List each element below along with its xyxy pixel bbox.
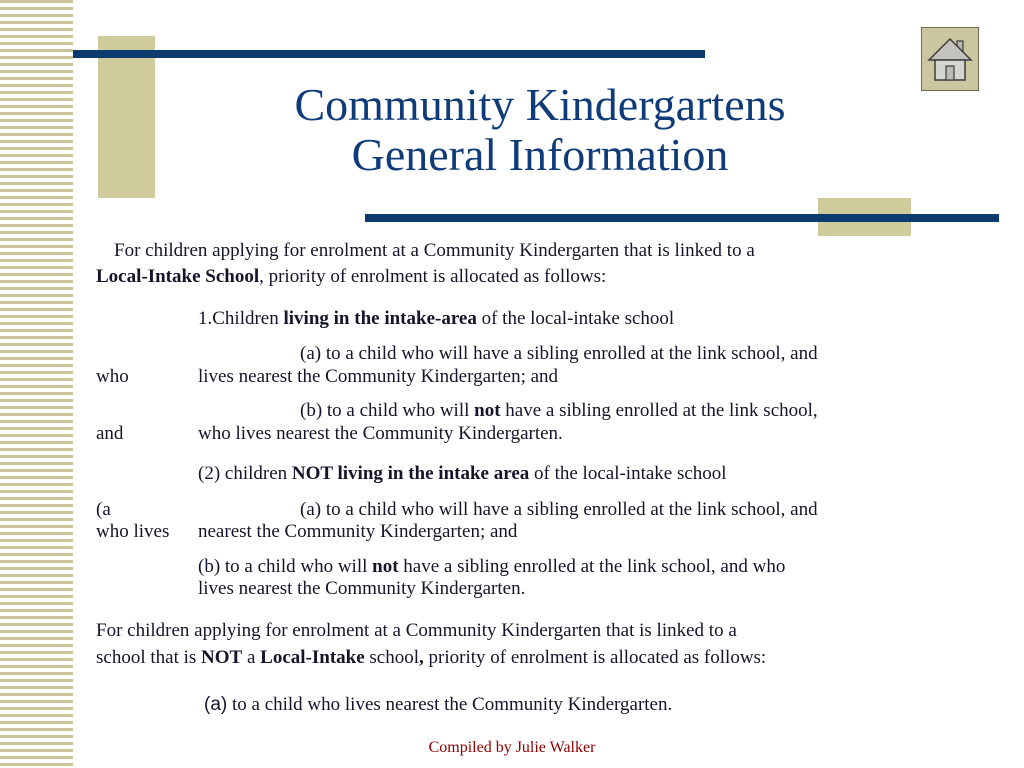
- section1-a-line1: (a) to a child who will have a sibling enrolled at the link school, and: [300, 343, 818, 364]
- footer-credit: Compiled by Julie Walker: [428, 739, 596, 756]
- section1-heading-pre: 1.Children: [198, 308, 284, 329]
- section2-b-bold: not: [372, 556, 399, 577]
- outro-pre: school that is: [96, 647, 202, 668]
- decorative-stripes: [0, 0, 73, 768]
- section2-heading: [198, 463, 727, 485]
- section1-b-line2-right: who lives nearest the Community Kindergarten.: [198, 423, 563, 444]
- section1-b-bold: not: [474, 400, 501, 421]
- section1-heading: [198, 308, 674, 330]
- section1-heading-post: of the local-intake school: [476, 308, 675, 329]
- section2-a-line2-left: who lives: [96, 521, 170, 542]
- outro-mid: a: [242, 647, 261, 668]
- page-title: [170, 80, 910, 180]
- section2-heading-post: of the local-intake school: [529, 463, 727, 484]
- home-button[interactable]: [921, 27, 979, 91]
- outro-post: priority of enrolment is allocated as follows:: [423, 647, 767, 668]
- section2-a-left: (a: [96, 499, 111, 520]
- outro-bold-local-intake: Local-Intake: [260, 647, 365, 668]
- final-item-marker: (a): [204, 694, 228, 715]
- title-line-2: General Information: [351, 129, 729, 180]
- navy-rule-top: [73, 50, 705, 58]
- home-icon: [926, 34, 974, 84]
- section1-b-pre: (b) to a child who will: [300, 400, 475, 421]
- outro-bold-not: NOT: [201, 647, 243, 668]
- section2-a-line1: (a) to a child who will have a sibling enrolled at the link school, and: [300, 499, 818, 520]
- section1-b-post: have a sibling enrolled at the link school,: [500, 400, 818, 421]
- section2-b-post: have a sibling enrolled at the link school, and who: [398, 556, 786, 577]
- section2-b-line1: [198, 556, 785, 578]
- outro-mid2: school: [364, 647, 420, 668]
- intro-rest: , priority of enrolment is allocated as follows:: [259, 266, 607, 287]
- section2-heading-pre: (2) children: [198, 463, 292, 484]
- section1-b-line1: [300, 400, 818, 422]
- section1-a-line2-right: lives nearest the Community Kindergarten; and: [198, 366, 559, 387]
- tan-accent-block-left: [98, 36, 155, 198]
- outro-line-1: For children applying for enrolment at a Community Kindergarten that is linked to a: [96, 620, 737, 641]
- intro-line-2: [96, 266, 606, 288]
- outro-comma: ,: [419, 647, 424, 668]
- section1-heading-bold: living in the intake-area: [283, 308, 477, 329]
- section1-a-line2-left: who: [96, 366, 129, 387]
- section2-a-line2-right: nearest the Community Kindergarten; and: [198, 521, 518, 542]
- final-item: [204, 694, 672, 716]
- title-line-1: Community Kindergartens: [294, 79, 786, 130]
- section2-heading-bold: NOT living in the intake area: [291, 463, 530, 484]
- intro-line-1: For children applying for enrolment at a Community Kindergarten that is linked to a: [114, 240, 755, 261]
- section2-b-line2: lives nearest the Community Kindergarten.: [198, 578, 526, 599]
- section1-b-line2-left: and: [96, 423, 124, 444]
- navy-rule-bottom: [365, 214, 999, 222]
- intro-bold: Local-Intake School: [96, 266, 260, 287]
- section2-b-pre: (b) to a child who will: [198, 556, 373, 577]
- outro-line-2: [96, 647, 766, 669]
- final-item-text: to a child who lives nearest the Community Kindergarten.: [227, 694, 673, 715]
